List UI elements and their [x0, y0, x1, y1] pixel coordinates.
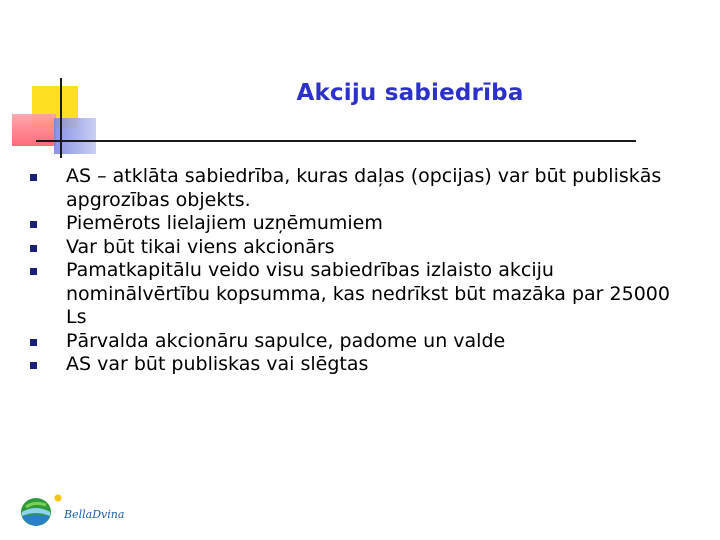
bullet-text: AS – atklāta sabiedrība, kuras daļas (opcijas) var būt publiskās apgrozības objekts. — [66, 165, 662, 211]
bullet-text: Piemērots lielajiem uzņēmumiem — [66, 212, 383, 234]
bullet-item — [30, 212, 690, 236]
bullet-list — [30, 165, 690, 377]
square-bullet-icon — [30, 268, 37, 275]
square-bullet-icon — [30, 362, 37, 369]
decorative-horizontal-line — [36, 140, 636, 142]
bullet-item — [30, 165, 690, 212]
square-bullet-icon — [30, 174, 37, 181]
bullet-item — [30, 353, 690, 377]
bella-dvina-logo-icon — [16, 492, 136, 532]
bella-dvina-logo — [16, 492, 136, 532]
square-bullet-icon — [30, 221, 37, 228]
decorative-vertical-line — [60, 78, 62, 158]
bullet-item — [30, 259, 690, 330]
bullet-item — [30, 236, 690, 260]
slide-title: Akciju sabiedrība — [296, 80, 524, 106]
bullet-item — [30, 330, 690, 354]
bullet-text: Var būt tikai viens akcionārs — [66, 235, 335, 258]
svg-text:BellaDvina: BellaDvina — [64, 508, 125, 521]
bullet-text: Pārvalda akcionāru sapulce, padome un valde — [66, 329, 506, 352]
square-bullet-icon — [30, 245, 37, 252]
bullet-text: AS var būt publiskas vai slēgtas — [66, 353, 369, 375]
bullet-text: Pamatkapitālu veido visu sabiedrības izlaisto akciju nominālvērtību kopsumma, kas nedrīkst būt mazāka par 25000 Ls — [66, 259, 670, 328]
square-bullet-icon — [30, 339, 37, 346]
